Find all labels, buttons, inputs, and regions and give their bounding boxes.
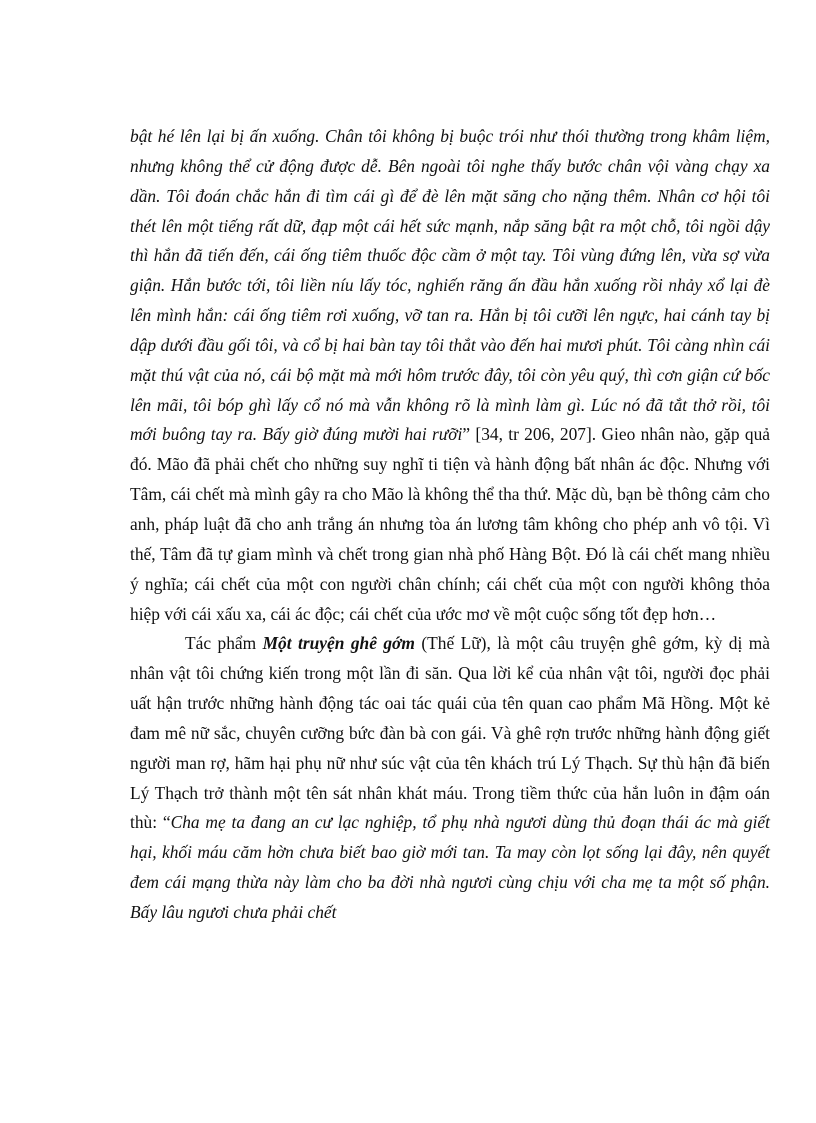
quote-text: Cha mẹ ta đang an cư lạc nghiệp, tổ phụ nhà ngươi dùng thủ đoạn thái ác mà giết hại, khối máu căm hờn chưa biết bao giờ mới tan. Ta may còn lọt sống lại đây, nên quyết đem cái mạng thừa này làm cho ba đời nhà ngươi cùng chịu với cha mẹ ta một số phận. Bấy lâu ngươi chưa phải chết (130, 812, 770, 922)
paragraph-1 (130, 122, 770, 629)
paragraph-2 (130, 629, 770, 927)
body-text: (Thế Lữ), là một câu truyện ghê gớm, kỳ dị mà nhân vật tôi chứng kiến trong một lần đi săn. Qua lời kể của nhân vật tôi, người đọc phải uất hận trước những hành động tác oai tác quái của tên quan cao phẩm Mã Hồng. Một kẻ đam mê nữ sắc, chuyên cưỡng bức đàn bà con gái. Và ghê rợn trước những hành động giết người man rợ, hãm hại phụ nữ như súc vật của tên khách trú Lý Thạch. Sự thù hận đã biến Lý Thạch trở thành một tên sát nhân khát máu. Trong tiềm thức của hắn luôn in đậm oán thù: “ (130, 633, 770, 833)
body-text: Tác phẩm (185, 633, 263, 654)
work-title: Một truyện ghê gớm (262, 633, 415, 654)
body-text: ” [34, tr 206, 207]. Gieo nhân nào, gặp quả đó. Mão đã phải chết cho những suy nghĩ ti tiện và hành động bất nhân ác độc. Nhưng với Tâm, cái chết mà mình gây ra cho Mão là không thể tha thứ. Mặc dù, bạn bè thông cảm cho anh, pháp luật đã cho anh trắng án nhưng tòa án lương tâm không cho phép anh vô tội. Vì thế, Tâm đã tự giam mình và chết trong gian nhà phố Hàng Bột. Đó là cái chết mang nhiều ý nghĩa; cái chết của một con người chân chính; cái chết của một con người không thỏa hiệp với cái xấu xa, cái ác độc; cái chết của ước mơ về một cuộc sống tốt đẹp hơn… (130, 424, 770, 624)
quote-text: bật hé lên lại bị ấn xuống. Chân tôi không bị buộc trói như thói thường trong khâm liệm, nhưng không thể cử động được dễ. Bên ngoài tôi nghe thấy bước chân vội vàng chạy xa dần. Tôi đoán chắc hắn đi tìm cái gì để đè lên mặt săng cho nặng thêm. Nhân cơ hội tôi thét lên một tiếng rất dữ, đạp một cái hết sức mạnh, nắp săng bật ra một chỗ, tôi ngồi dậy thì hắn đã tiến đến, cái ống tiêm thuốc độc cầm ở một tay. Tôi vùng đứng lên, vừa sợ vừa giận. Hắn bước tới, tôi liền níu lấy tóc, nghiến răng ấn đầu hắn xuống rồi nhảy xổ lại đè lên mình hắn: cái ống tiêm rơi xuống, vỡ tan ra. Hắn bị tôi cưỡi lên ngực, hai cánh tay bị dập dưới đầu gối tôi, và cổ bị hai bàn tay tôi thắt vào đến hai mươi phút. Tôi càng nhìn cái mặt thú vật của nó, cái bộ mặt mà mới hôm trước đây, tôi còn yêu quý, thì cơn giận cứ bốc lên mãi, tôi bóp ghì lấy cổ nó mà vẫn không rõ là mình làm gì. Lúc nó đã tắt thở rồi, tôi mới buông tay ra. Bấy giờ đúng mười hai rưỡi (130, 126, 770, 445)
document-page (130, 122, 770, 928)
